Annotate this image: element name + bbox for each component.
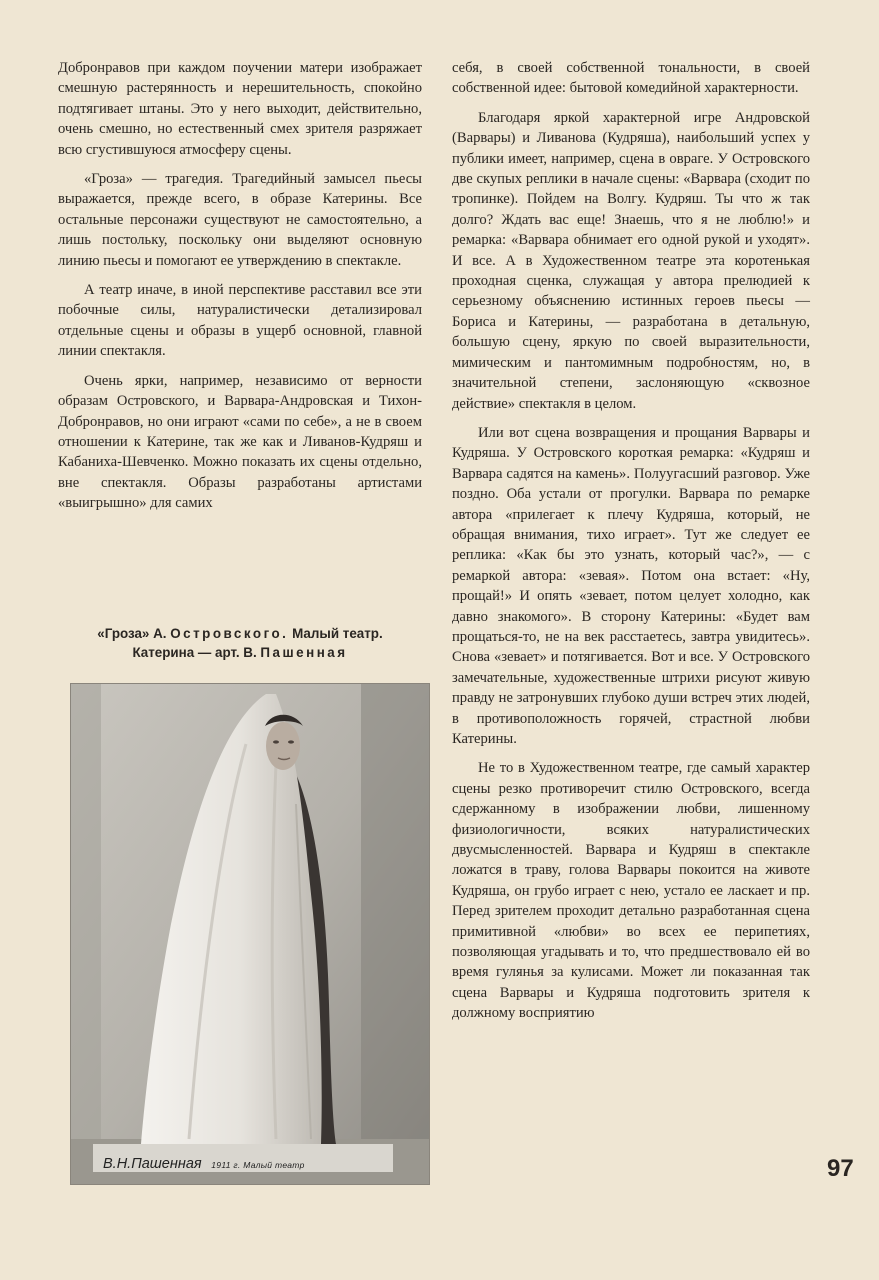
paragraph: Благодаря яркой характерной игре Андровской (Варвары) и Ливанова (Кудряша), наибольший успех у публики имеет, например, сцена в овраге. У Островского две скупых реплики в начале сцены: «Варвара (сходит по тропинке). Пойдем на Волгу. Кудряш. Ты что ж так долго? Ждать вас еще! Знаешь, что я не люблю!» и ремарка: «Варвара обнимает его одной рукой и уходят». И все. А в Художественном театре эта коротенькая проходная сценка, служащая у автора прелюдией к серьезному объяснению истинных героев пьесы — Бориса и Катерины, — разработана в детальную, большую сцену, яркую по своей выразительности, мимическим и пантомимным подробностям, но, в значительной степени, заслоняющую «сквозное действие» спектакля в целом. [452,109,810,412]
paragraph: Не то в Художественном театре, где самый характер сцены резко противоречит стилю Островского, всегда сдержанному в изображении любви, лишенному физиологичности, всяких натуралистических двусмысленностей. Варвара и Кудряш в спектакле ложатся в траву, голова Варвары покоится на животе Кудряша, он грубо играет с нею, устало ее ласкает и пр. Перед зрителем проходит детально разработанная сцена примитивной «любви» во всех ее перипетиях, позволяющая угадывать и то, что предшествовало ей во время гулянья за кулисами. Может ли показанная так сцена Варвары и Кудряша подготовить зрителя к должному восприятию [452,760,810,1022]
actress-photo [70,683,430,1185]
signature-note: 1911 г. Малый театр [211,1160,305,1170]
photo-caption [58,624,422,662]
signature-name: В.Н.Пашенная [103,1156,202,1172]
caption-theatre: Малый театр. [292,626,383,641]
paragraph: «Гроза» — трагедия. Трагедийный замысел пьесы выражается, прежде всего, в образе Катерины. Все остальные персонажи существуют не самостоятельно, а лишь постольку, поскольку они выделяют основную линию пьесы и помогают ее утверждению в спектакле. [58,171,422,269]
paragraph: себя, в своей собственной тональности, в своей собственной идее: бытовой комедийной характерности. [452,60,810,97]
paragraph: А театр иначе, в иной перспективе расставил все эти побочные силы, натуралистически детализировал отдельные сцены и образы в ущерб основной, главной линии спектакля. [58,282,422,360]
caption-line-1 [58,624,422,643]
left-column [58,58,422,523]
caption-role: Катерина — арт. В. [132,645,257,660]
photo-signature [103,1156,403,1172]
page-number: 97 [827,1155,854,1182]
caption-author: Островского. [170,626,289,641]
right-column [452,58,810,1033]
caption-text: «Гроза» А. [97,626,167,641]
caption-line-2 [58,643,422,662]
paragraph: Или вот сцена возвращения и прощания Варвары и Кудряша. У Островского короткая ремарка: «Кудряш и Варвара садятся на камень». Полуугасший разговор. Уже поздно. Оба устали от прогулки. Варвара по ремарке автора «прилегает к плечу Кудряша, который, не обращая внимания, тихо играет». Тут же следует ее реплика: «Как бы это узнать, который час?», — с ремаркой автора: «зевая». Потом она встает: «Ну, прощай!» И опять «зевает, потом целует холодно, как давно знакомого». В сторону Катерины: «Будет вам прощаться-то, не на век расстаетесь, завтра увидитесь». Снова «зевает» и потягивается. Вот и все. У Островского замечательные, художественные штрихи рисуют живую правду не затронувших глубоко души встреч этих людей, в противоположность горячей, страстной любви Катерины. [452,424,810,747]
photo-image [71,684,429,1184]
caption-actress: Пашенная [260,645,348,660]
paragraph: Очень ярки, например, независимо от верности образам Островского, и Варвара-Андровская и Тихон-Добронравов, но они играют «сами по себе», а не в своем отношении к Катерине, так же как и Ливанов-Кудряш и Кабаниха-Шевченко. Можно показать их сцены отдельно, вне спектакля. Образы разработаны артистами «выигрышно» для самих [58,372,422,512]
paragraph: Добронравов при каждом поучении матери изображает смешную растерянность и нерешительность, спокойно подтягивает штаны. Это у него выходит, действительно, очень смешно, но естественный смех зрителя разряжает всю сгустившуюся атмосферу сцены. [58,60,422,158]
